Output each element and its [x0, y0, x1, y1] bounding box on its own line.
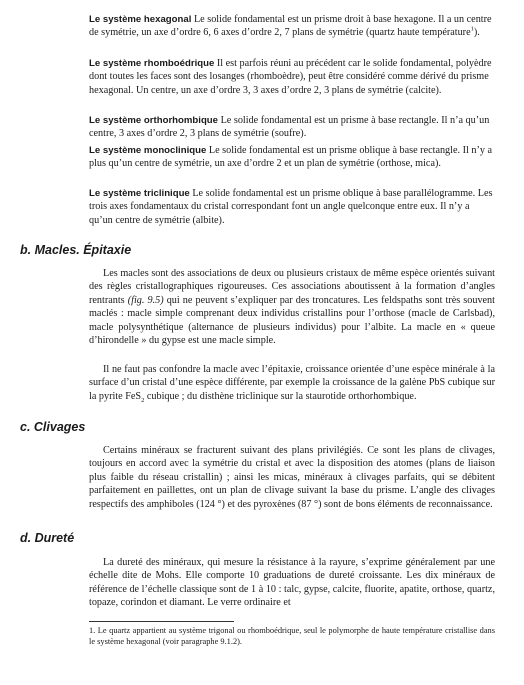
term-hexagonal: Le système hexagonal — [89, 14, 192, 25]
epitaxie-text-a: Il ne faut pas confondre la macle avec l’épitaxie, croissance orientée d’une espèce minérale à la surface d’un cristal d’une espèce différente, par exemple la croissance de la galène PbS cubique sur la pyrite FeS — [89, 364, 495, 402]
section-title-macles: b. Macles. Épitaxie — [20, 243, 132, 257]
section-title-durete: d. Dureté — [20, 531, 75, 545]
paragraph-macles — [89, 267, 495, 347]
text-rhomboedrique: Il est parfois réuni au précédent car le solide fondamental, polyèdre dont toutes les faces sont des losanges (rhomboèdre), peut être considéré comme dérivé du prisme hexagonal. Un centre, un axe d’ordre 3, 3 axes d’ordre 2, 3 plans de symétrie (calcite). — [89, 58, 492, 96]
entry-monoclinique — [89, 144, 495, 171]
term-orthorhombique: Le système orthorhombique — [89, 115, 219, 126]
term-monoclinique: Le système monoclinique — [89, 145, 207, 156]
entry-orthorhombique — [89, 114, 495, 141]
paragraph-epitaxie — [89, 363, 495, 403]
footnote: 1. Le quartz appartient au système trigonal ou rhomboédrique, seul le polymorphe de haute température cristallise dans le système hexagonal (voir paragraphe 9.1.2). — [89, 626, 495, 646]
entry-rhomboedrique — [89, 57, 495, 97]
footnote-divider — [89, 621, 234, 622]
section-title-clivages: c. Clivages — [20, 420, 86, 434]
figure-reference: (fig. 9.5) — [127, 294, 164, 306]
term-triclinique: Le système triclinique — [89, 188, 190, 199]
footnote-ref: 1 — [470, 26, 474, 34]
macles-text-b: qui ne peuvent s’expliquer par des troncatures. Les feldspaths sont très souvent maclés : macle simple comprenant deux individus cristallins pour l’orthose (macle de Carlsbad), macle polysynthétique (alternance de plusieurs individus) pour l’albite. La macle en « queue d’hirondelle » du gypse est une macle simple. — [89, 294, 495, 347]
subscript-2: 2 — [141, 396, 145, 404]
text-hexagonal-tail: ). — [473, 27, 480, 39]
text-orthorhombique: Le solide fondamental est un prisme à base rectangle. Il n’a qu’un centre, 3 axes d’ordre 2, 3 plans de symétrie (soufre). — [89, 115, 490, 140]
epitaxie-text-b: cubique ; du disthène triclinique sur la staurotide orthorhombique. — [144, 390, 417, 402]
paragraph-clivages: Certains minéraux se fracturent suivant des plans privilégiés. Ce sont les plans de clivages, toujours en accord avec la symétrie du cristal et avec la disposition des atomes (plans de liaison plus faible du réseau cristallin) ; ainsi les micas, minéraux à clivages parfaits, qui se débitent parfaitement en paillettes, ont un plan de clivage suivant la base du prisme. L’angle des clivages respectifs des amphiboles (124 °) et des pyroxènes (87 °) sont de bons éléments de reconnaissance. — [89, 445, 495, 510]
entry-hexagonal — [89, 13, 495, 40]
term-rhomboedrique: Le système rhomboédrique — [89, 58, 215, 69]
text-monoclinique: Le solide fondamental est un prisme oblique à base rectangle. Il n’y a plus qu’un centre de symétrie, un axe d’ordre 2 et un plan de symétrie (orthose, mica). — [89, 145, 493, 170]
text-hexagonal: Le solide fondamental est un prisme droit à base hexagone. Il a un centre de symétrie, un axe d’ordre 6, 6 axes d’ordre 2, 7 plans de symétrie (quartz haute température — [89, 14, 492, 39]
text-triclinique: Le solide fondamental est un prisme oblique à base parallélogramme. Les trois axes fondamentaux du cristal correspondant font un angle quelconque entre eux. Il n’y a qu’un centre de symétrie (albite). — [89, 188, 493, 226]
paragraph-durete: La dureté des minéraux, qui mesure la résistance à la rayure, s’exprime généralement par une échelle dite de Mohs. Elle comporte 10 graduations de dureté croissante. Les dix minéraux de référence de l’échelle classique sont de 1 à 10 : talc, gypse, calcite, fluorite, apatite, orthose, quartz, topaze, corindon et diamant. Le verre ordinaire et — [89, 557, 495, 609]
entry-triclinique — [89, 187, 495, 227]
macles-text-a: Les macles sont des associations de deux ou plusieurs cristaux de même espèce orientés suivant des règles cristallographiques rigoureuses. Ces associations aboutissent à la formation d’angles rentrants — [89, 268, 495, 306]
